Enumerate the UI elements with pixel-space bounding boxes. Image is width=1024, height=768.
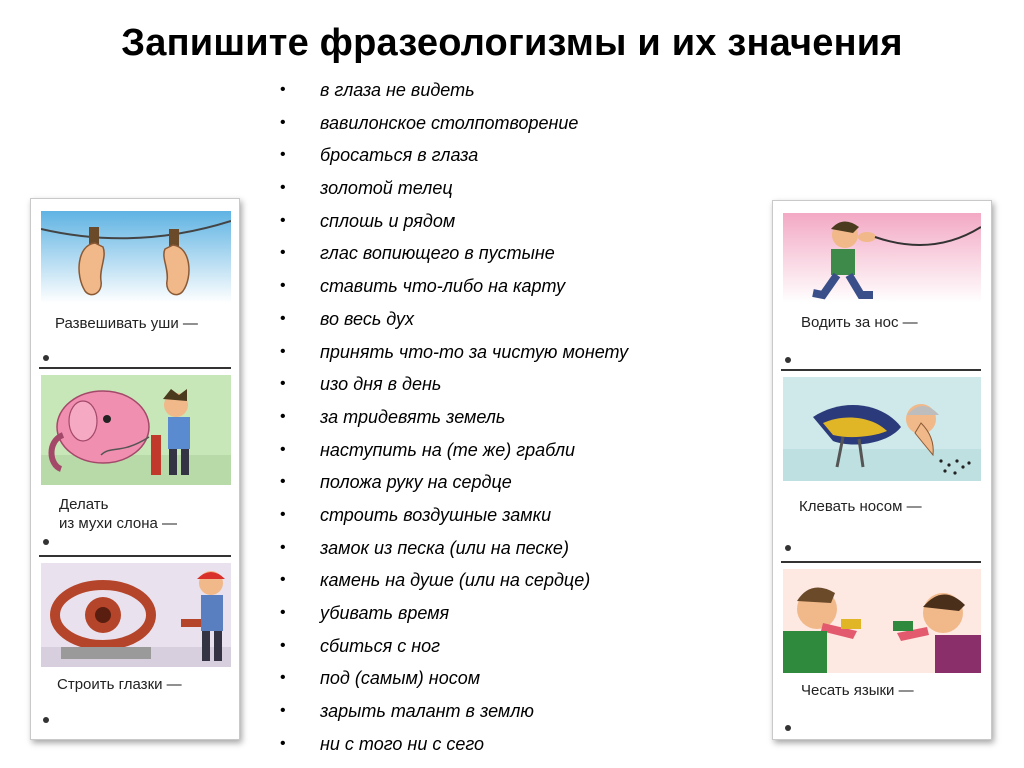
caption-stroit-glazki: Строить глазки — [57,676,182,693]
phrase-item [280,205,628,238]
phrase-list [280,74,628,760]
brick-eye-illustration [41,563,231,667]
phrase-item [280,270,628,303]
answer-dot [43,539,49,545]
answer-dot [785,357,791,363]
phrase-item [280,74,628,107]
phrase-text: под (самым) носом [320,668,481,689]
phrase-item [280,532,628,565]
phrase-text: во весь дух [320,308,415,329]
phrase-text: вавилонское столпотворение [320,112,579,133]
phrase-item [280,695,628,728]
phrase-item [280,564,628,597]
bullet-icon: • [280,81,286,98]
phrase-text: зарыть талант в землю [320,701,534,722]
phrase-text: бросаться в глаза [320,145,479,166]
caption-iz-muhi-slona: из мухи слона — [59,515,178,532]
phrase-text: наступить на (те же) грабли [320,439,575,460]
phrase-text: принять что-то за чистую монету [320,341,629,362]
bullet-icon: • [280,473,286,491]
bullet-icon: • [280,342,286,360]
panel-separator [781,369,981,371]
slide-title: Запишите фразеологизмы и их значения [121,22,903,64]
phrase-text: за тридевять земель [320,406,506,427]
phrase-item [280,597,628,630]
phrase-item [280,466,628,499]
answer-dot [785,545,791,551]
bullet-icon: • [280,211,286,229]
bullet-icon: • [280,440,286,458]
phrase-text: изо дня в день [320,374,442,395]
phrase-item [280,172,628,205]
phrase-text: замок из песка (или на песке) [320,537,569,558]
phrase-item [280,662,628,695]
bullet-icon: • [280,505,286,523]
phrase-text: в глаза не видеть [320,80,475,100]
phrase-item [280,368,628,401]
answer-dot [43,717,49,723]
bullet-icon: • [280,571,286,589]
phrase-item [280,237,628,270]
bullet-icon: • [280,113,286,131]
panel-separator [39,367,231,369]
bullet-icon: • [280,179,286,197]
caption-vodit-za-nos: Водить за нос — [801,314,918,331]
phrase-text: ставить что-либо на карту [320,276,566,297]
pecking-nose-illustration [783,377,981,481]
led-by-nose-illustration [783,213,981,303]
right-illustration-card [772,200,992,740]
phrase-text: ни с того ни с сего [320,733,485,754]
phrase-text: глас вопиющего в пустыне [320,243,555,264]
combing-tongues-illustration [783,569,981,673]
answer-dot [43,355,49,361]
phrase-item [280,401,628,434]
elephant-balloon-illustration [41,375,231,485]
phrase-text: убивать время [320,603,450,623]
caption-chesat-yazyki: Чесать языки — [801,682,914,699]
bullet-icon: • [280,309,286,327]
bullet-icon: • [280,375,286,393]
bullet-icon: • [280,538,286,556]
phrase-item [280,728,628,761]
bullet-icon: • [280,146,286,164]
ears-illustration [41,211,231,303]
phrase-item [280,303,628,336]
phrase-item [280,434,628,467]
answer-dot [785,725,791,731]
bullet-icon: • [280,407,286,425]
phrase-item [280,336,628,369]
phrase-text: сплошь и рядом [320,210,456,231]
phrase-item [280,499,628,532]
phrase-text: строить воздушные замки [320,504,552,525]
panel-separator [781,561,981,563]
caption-delat: Делать [59,496,109,513]
bullet-icon: • [280,277,286,295]
phrase-item [280,630,628,663]
bullet-icon: • [280,636,286,654]
panel-separator [39,555,231,557]
bullet-icon: • [280,669,286,687]
caption-razveshivat-ushi: Развешивать уши — [55,315,198,332]
bullet-icon: • [280,604,286,621]
phrase-text: камень на душе (или на сердце) [320,570,591,591]
phrase-text: золотой телец [320,178,453,199]
phrase-item [280,107,628,140]
phrase-text: сбиться с ног [320,635,441,656]
bullet-icon: • [280,734,286,752]
caption-klevat-nosom: Клевать носом — [799,498,922,515]
bullet-icon: • [280,702,286,720]
phrase-text: положа руку на сердце [320,472,512,493]
left-illustration-card [30,198,240,740]
phrase-item [280,139,628,172]
bullet-icon: • [280,244,286,262]
